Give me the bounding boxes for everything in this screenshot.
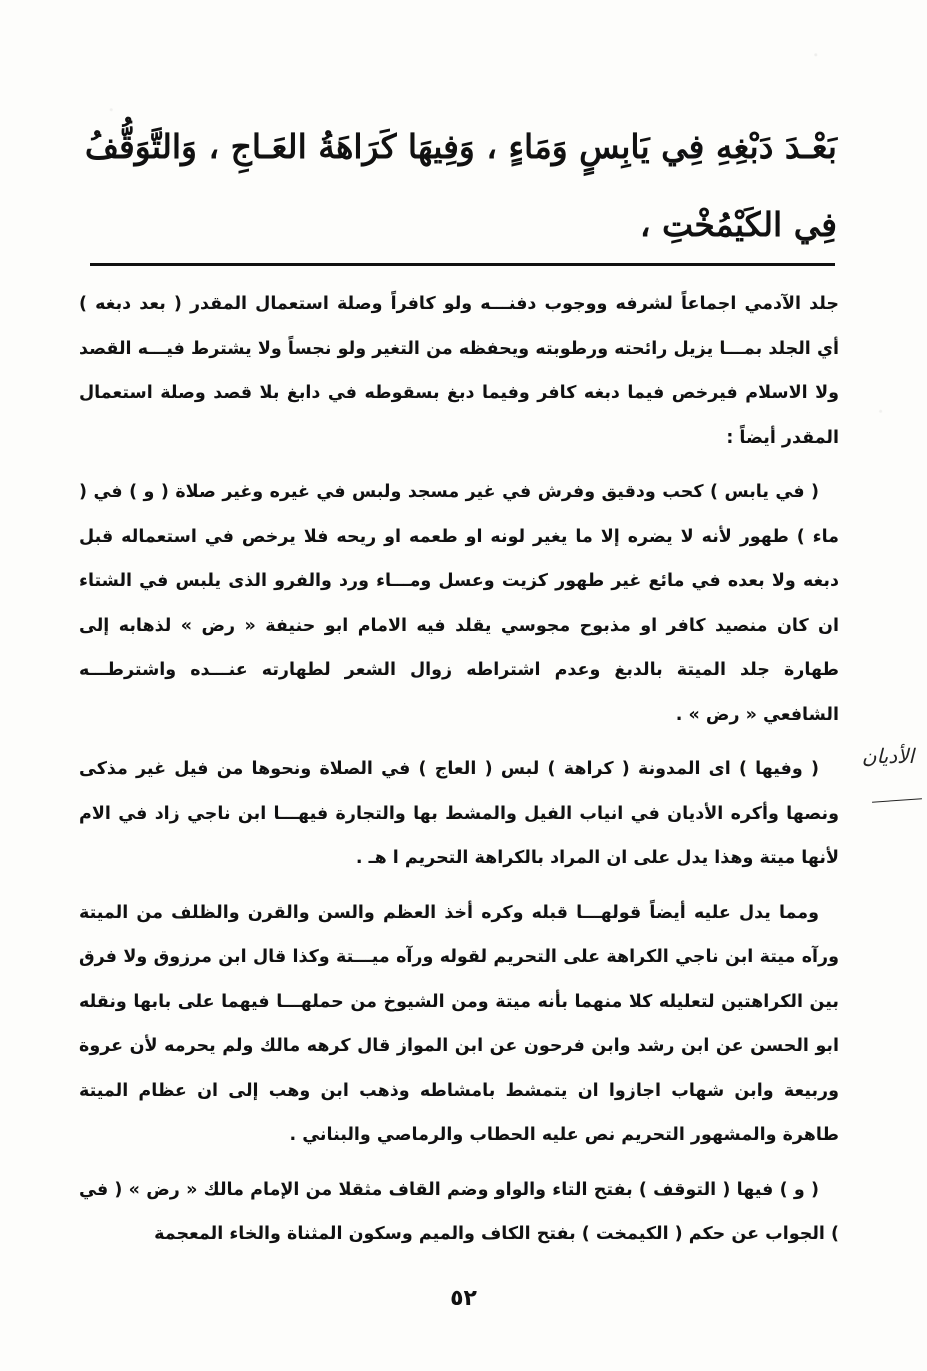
commentary-body bbox=[79, 282, 839, 1267]
paragraph-5: ( و ) فيها ( التوقف ) بفتح التاء والواو وضم القاف مثقلا من الإمام مالك « رض » ( في ) الجواب عن حكم ( الكيمخت ) بفتح الكاف والميم وسكون المثناة والخاء المعجمة bbox=[79, 1179, 839, 1244]
paragraph-2: ( في يابس ) كحب ودقيق وفرش في غير مسجد ولبس في غيره وغير صلاة ( و ) في ( ماء ) طهور لأنه لا يضره إلا ما يغير لونه او طعمه او ريحه فلا يرخص في استعماله قبل دبغه ولا بعده في مائع غير طهور كزيت وعسل ومـــاء ورد والفرو الذى يلبس في الشتاء ان كان منصيد كافر او مذبوح مجوسي يقلد فيه الامام ابو حنيفة « رض » لذهابه إلى طهارة جلد الميتة بالدبغ وعدم اشتراطه زوال الشعر لطهارته عنـــده واشترطـــه الشافعي « رض » . bbox=[79, 482, 839, 725]
handwritten-margin-note: الأديان bbox=[861, 744, 915, 768]
paragraph-1: جلد الآدمي اجماعاً لشرفه ووجوب دفنـــه ولو كافراً وصلة استعمال المقدر ( بعد دبغه ) أي الجلد بمـــا يزيل رائحته ورطوبته ويحفظه من التغير ولو نجساً ولا يشترط فيـــه القصد ولا الاسلام فيرخص فيما دبغه كافر وفيما دبغ بسقوطه في دابغ بلا قصد وصلة استعمال المقدر أيضاً : bbox=[79, 294, 839, 448]
paragraph-3: ( وفيها ) اى المدونة ( كراهة ) لبس ( العاج ) في الصلاة ونحوها من فيل غير مذكى ونصها وأكره الأديان في انياب الفيل والمشط بها والتجارة فيهـــا ابن ناجي زاد في الام لأنها ميتة وهذا يدل على ان المراد بالكراهة التحريم ا هـ . bbox=[79, 759, 839, 868]
page-number: ٥٢ bbox=[450, 1286, 477, 1311]
heading-line-1: بَعْـدَ دَبْغِهِ فِي يَابِسٍ وَمَاءٍ ، وَفِيهَا كَرَاهَةُ العَـاجِ ، وَالتَّوَقُّفُ bbox=[84, 127, 837, 166]
heading-divider bbox=[90, 263, 835, 266]
paragraph-4: ومما يدل عليه أيضاً قولهـــا قبله وكره أخذ العظم والسن والقرن والظلف من الميتة ورآه ميتة ابن ناجي الكراهة على التحريم لقوله ورآه ميـــتة وكذا قال ابن مرزوق ولا فرق بين الكراهتين لتعليله كلا منهما بأنه ميتة ومن الشيوخ من حملهـــا فيهما على بابها ونقله ابو الحسن عن ابن رشد وابن فرحون عن ابن المواز قال كرهه مالك ولم يحرمه لأن عروة وربيعة وابن شهاب اجازوا ان يتمشط بامشاطه وذهب ابن وهب إلى ان عظام الميتة طاهرة والمشهور التحريم نص عليه الحطاب والرماصي والبناني . bbox=[79, 902, 839, 1145]
chapter-heading bbox=[77, 108, 837, 264]
margin-note-stroke bbox=[872, 798, 922, 802]
heading-line-2: فِي الكَيْمُخْتِ ، bbox=[639, 205, 837, 244]
